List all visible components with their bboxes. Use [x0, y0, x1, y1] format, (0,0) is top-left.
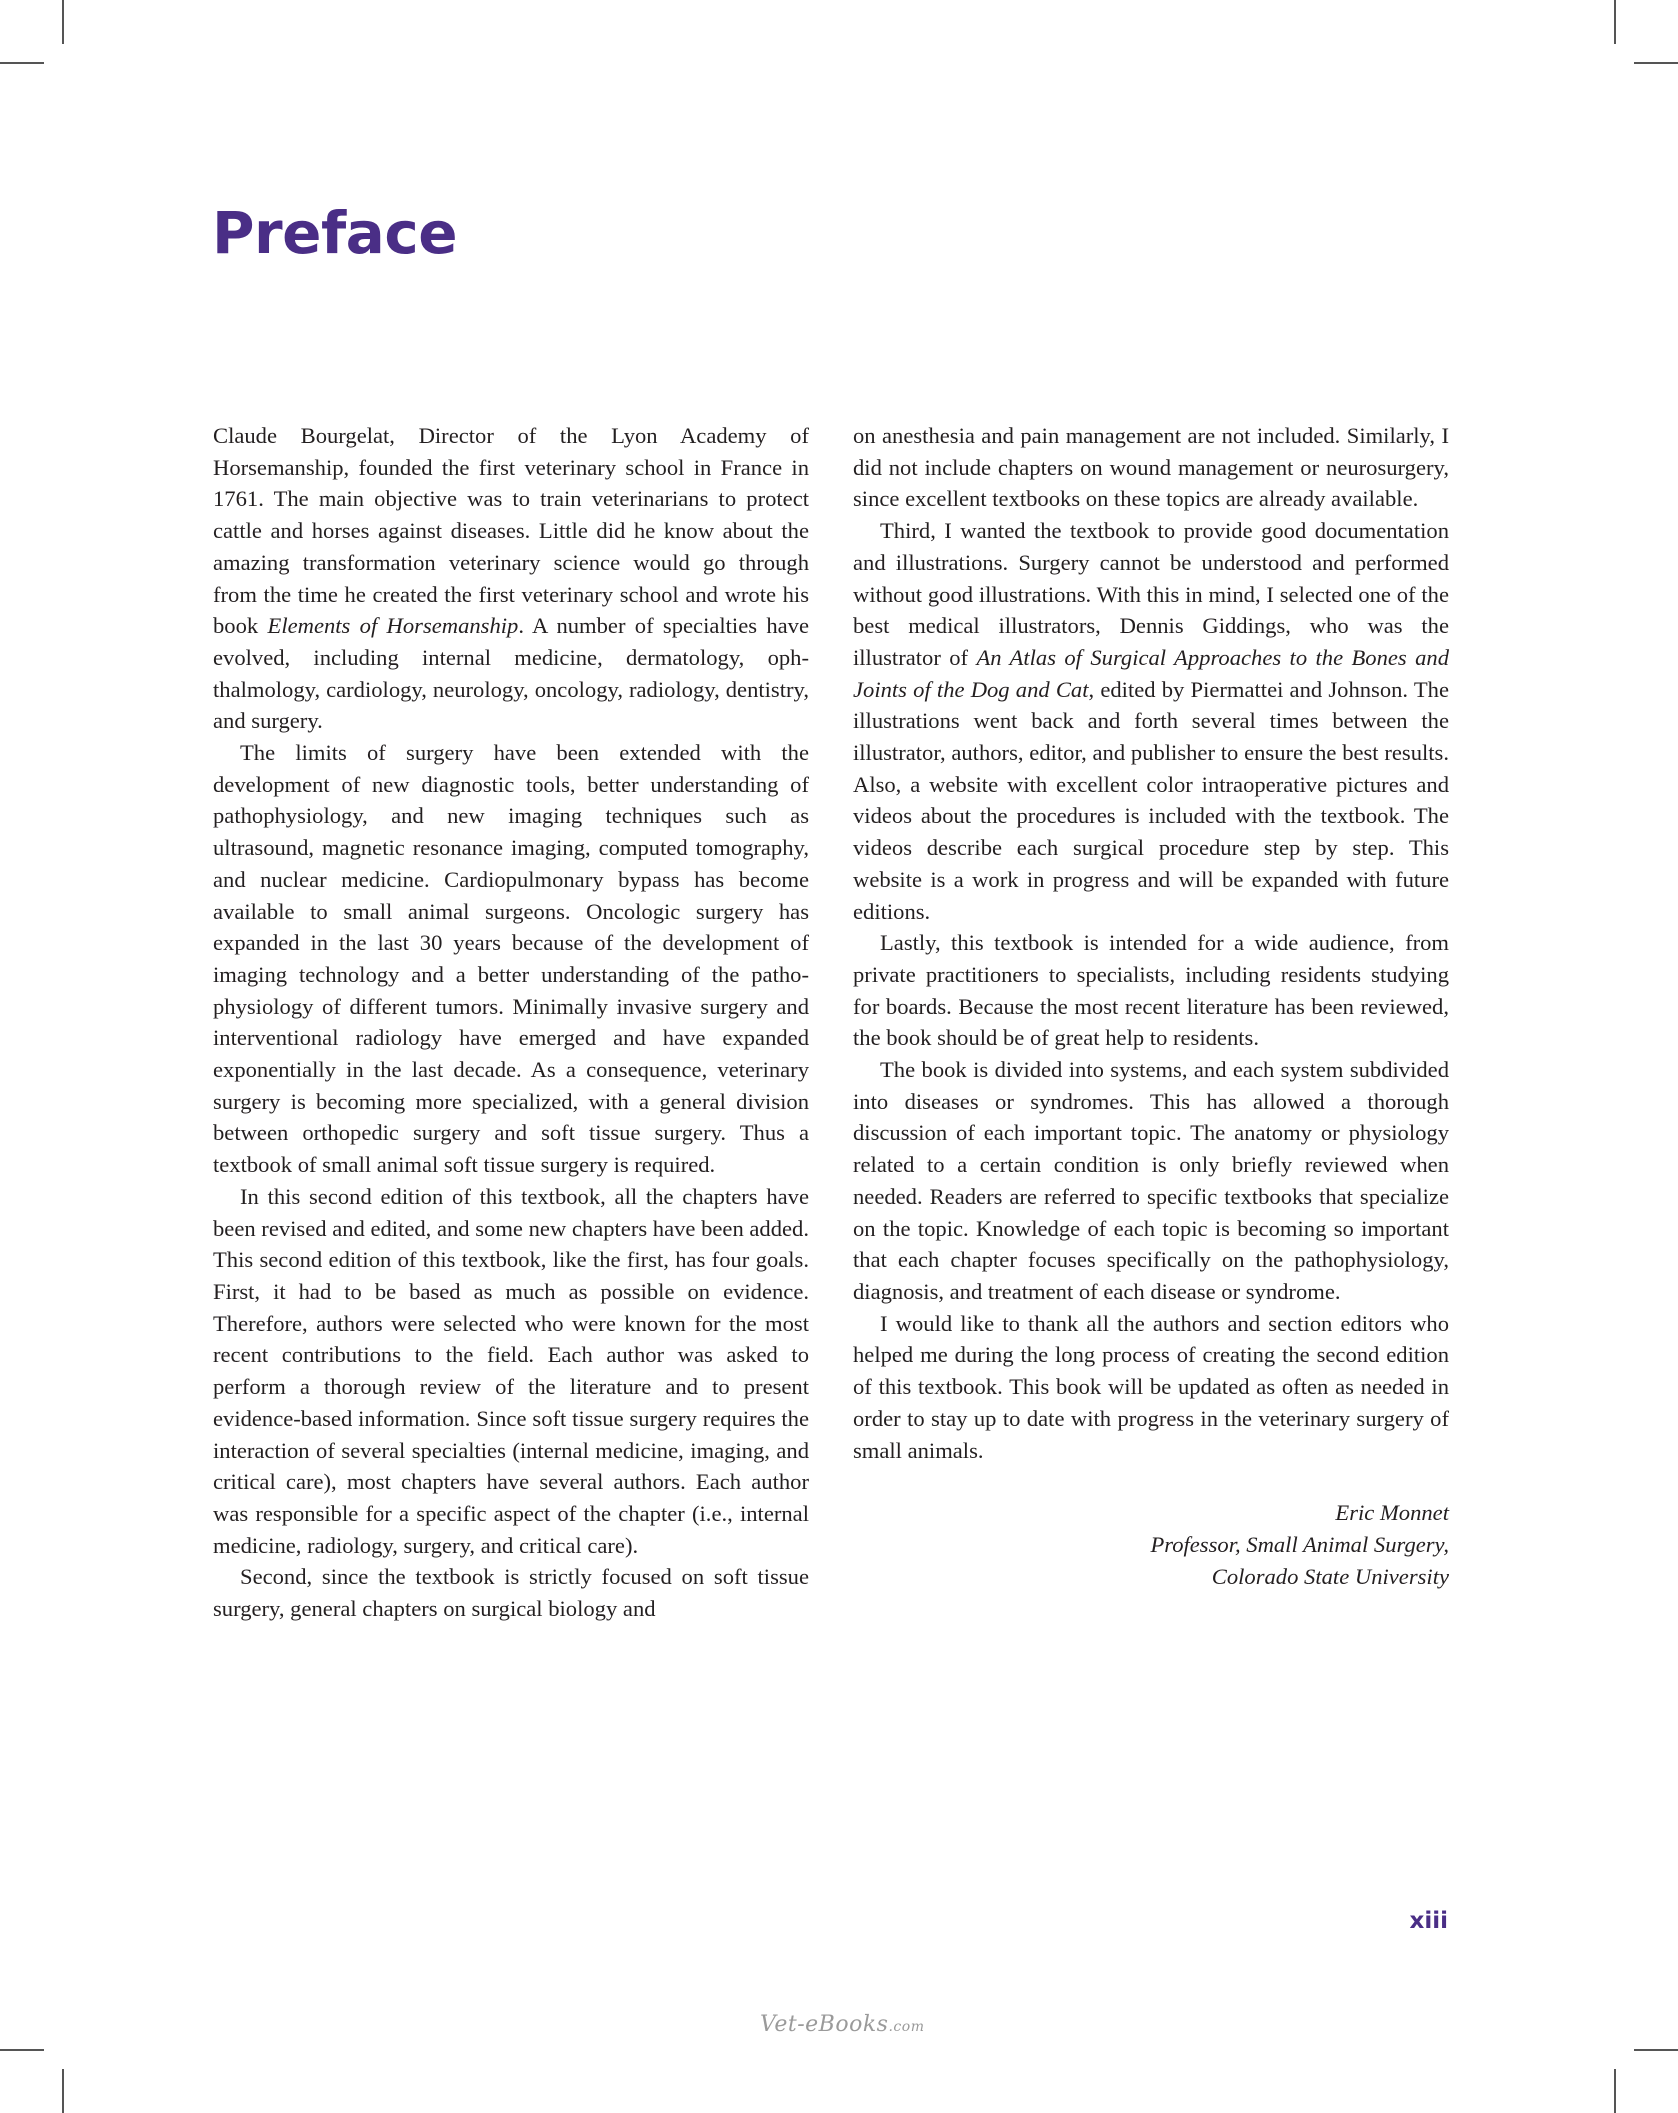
crop-mark: [62, 0, 64, 44]
crop-mark: [0, 62, 44, 64]
paragraph: The limits of surgery have been extended with the development of new diagnostic tools, better understanding of pathophysiology, and new imaging techniques such as ultrasound, magnetic resonance imaging, computed tomography, and nuclear medicine. Cardiopulmonary bypass has become available to small animal surgeons. Oncologic surgery has expanded in the last 30 years because of the development of imaging technology and a better understanding of the pathophysiology of different tumors. Minimally invasive surgery and interventional radiology have emerged and have expanded exponentially in the last decade. As a consequence, veterinary surgery is becoming more specialized, with a general division between orthopedic surgery and soft tissue surgery. Thus a textbook of small animal soft tissue surgery is required.: [213, 740, 809, 1178]
paragraph: In this second edition of this textbook, all the chapters have been revised and edited, and some new chapters have been added. This second edition of this textbook, like the first, has four goals. First, it had to be based as much as possible on evidence. Therefore, authors were selected who were known for the most recent contributions to the field. Each author was asked to perform a thorough review of the literature and to present evidence-based information. Since soft tissue surgery requires the interaction of several specialties (internal medicine, imaging, and critical care), most chapters have several authors. Each author was responsible for a specific aspect of the chapter (i.e., internal medicine, radiology, surgery, and critical care).: [213, 1183, 809, 1558]
page-number: xiii: [1409, 1908, 1448, 1934]
signature-block: [853, 1497, 1449, 1592]
text-run: , edited by Piermattei and Johnson. The illustrations went back and forth several times between the illustrator, authors, editor, and publisher to ensure the best results. Also, a website with excellent color intraoperative pictures and videos about the procedures is included with the textbook. The videos describe each surgical procedure step by step. This website is a work in progress and will be expanded with future editions.: [853, 676, 1449, 924]
paragraph: I would like to thank all the authors and section editors who helped me during the long process of creating the second edition of this textbook. This book will be updated as often as needed in order to stay up to date with progress in the veterinary surgery of small animals.: [853, 1310, 1449, 1463]
crop-mark: [1614, 2069, 1616, 2113]
paragraph: Second, since the textbook is strictly focused on soft tissue surgery, general chapters on surgical biology and: [213, 1564, 809, 1622]
text-run: Claude Bourgelat, Director of the Lyon Academy of Horsemanship, founded the first veterinary school in France in 1761. The main objective was to train veterinarians to protect cattle and horses against diseases. Little did he know about the amazing transformation veterinary science would go through from the time he created the first veterinary school and wrote his book: [213, 423, 809, 639]
right-column: [853, 420, 1449, 1592]
watermark-logo: [760, 2012, 924, 2037]
watermark-text: Vet-eBooks: [760, 2012, 889, 2037]
book-title: An Atlas of Surgical Approaches to the Bones and Joints of the Dog and Cat: [853, 644, 1450, 702]
watermark-suffix: .com: [888, 2019, 925, 2035]
paragraph: [853, 515, 1449, 927]
crop-mark: [1634, 2049, 1678, 2051]
paragraph: Lastly, this textbook is intended for a wide audience, from private practitioners to specialists, including residents studying for boards. Because the most recent literature has been reviewed, the book should be of great help to residents.: [853, 930, 1449, 1051]
page-title: Preface: [212, 199, 458, 267]
left-column: [213, 420, 809, 1625]
author-institution: Colorado State University: [1211, 1563, 1449, 1589]
book-title: Elements of Horsemanship: [267, 613, 519, 639]
author-name: Eric Monnet: [1335, 1500, 1449, 1526]
text-run: . A number of specialties have evolved, including internal medicine, dermatology, ophthalmology, cardiology, neurology, oncology, radiology, dentistry, and surgery.: [213, 613, 809, 734]
crop-mark: [62, 2069, 64, 2113]
crop-mark: [1634, 62, 1678, 64]
author-position: Professor, Small Animal Surgery,: [1150, 1531, 1449, 1557]
paragraph: The book is divided into systems, and each system subdivided into diseases or syndromes. This has allowed a thorough discussion of each important topic. The anatomy or physiology related to a certain condition is only briefly reviewed when needed. Readers are referred to specific textbooks that specialize on the topic. Knowledge of each topic is becoming so important that each chapter focuses specifically on the pathophysiology, diagnosis, and treatment of each disease or syndrome.: [853, 1057, 1449, 1304]
crop-mark: [1614, 0, 1616, 44]
crop-mark: [0, 2049, 44, 2051]
text-run: Third, I wanted the textbook to provide good documentation and illustrations. Surgery cannot be understood and performed without good illustrations. With this in mind, I selected one of the best medical illustrators, Dennis Giddings, who was the illustrator of: [853, 518, 1449, 670]
paragraph: on anesthesia and pain management are not included. Similarly, I did not include chapters on wound management or neurosurgery, since excellent textbooks on these topics are already available.: [853, 423, 1449, 512]
paragraph: [213, 420, 809, 737]
